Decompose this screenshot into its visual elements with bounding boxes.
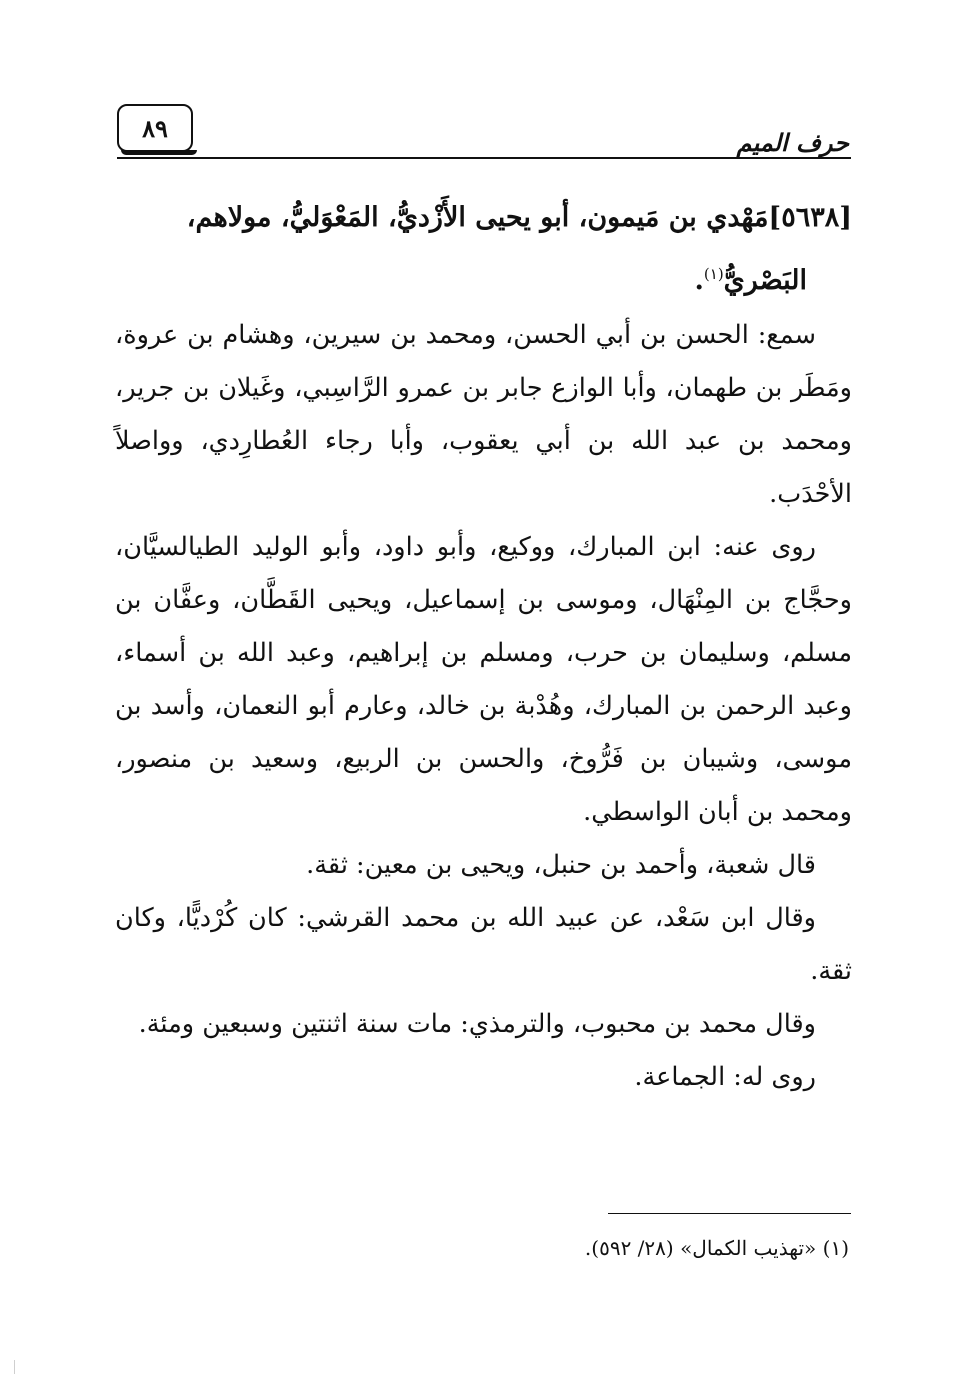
- entry-heading-end: .: [694, 265, 704, 296]
- page-number: ٨٩: [117, 104, 193, 152]
- entry-heading: [115, 190, 852, 309]
- paragraph-death: [115, 998, 852, 1051]
- entry-name-line2-wrap: [115, 246, 852, 309]
- paragraph-students-text: روى عنه: ابن المبارك، ووكيع، وأبو داود، وأبو الوليد الطيالسيَّان، وحجَّاج بن المِنْهَال، وموسى بن إسماعيل، ويحيى القَطَّان، وعفَّان بن مسلم، وسليمان بن حرب، ومسلم بن إبراهيم، وعبد الله بن أسماء، وعبد الرحمن بن المبارك، وهُدْبة بن خالد، وعارم أبو النعمان، وأسد بن موسى، وشيبان بن فَرُّوخ، والحسن بن الربيع، وسعيد بن منصور، ومحمد بن أبان الواسطي.: [115, 532, 852, 827]
- header-rule: [117, 157, 851, 159]
- paragraph-grading-text: قال شعبة، وأحمد بن حنبل، ويحيى بن معين: ثقة.: [306, 850, 816, 880]
- page-number-frame-shadow: [121, 150, 197, 155]
- paragraph-narrated-by: [115, 1051, 852, 1104]
- paragraph-ibn-sad-text: وقال ابن سَعْد، عن عبيد الله بن محمد القرشي: كان كُرْديًّا، وكان ثقة.: [115, 903, 852, 986]
- entry-name-line1: مَهْدي بن مَيمون، أبو يحيى الأَزْديُّ، المَعْوَليُّ، مولاهم،: [186, 202, 769, 233]
- paragraph-teachers: [115, 309, 852, 521]
- footnote-reference: (١): [703, 265, 724, 283]
- entry-number: [٥٦٣٨]: [768, 202, 852, 233]
- paragraph-teachers-text: سمع: الحسن بن أبي الحسن، ومحمد بن سيرين، وهشام بن عروة، ومَطَر بن طهمان، وأبا الوازع جابر بن عمرو الرَّاسِبي، وغَيلان بن جرير، ومحمد بن عبد الله بن أبي يعقوب، وأبا رجاء العُطارِدي، وواصلاً الأحْدَب.: [115, 320, 852, 509]
- paragraph-ibn-sad: [115, 892, 852, 998]
- paragraph-death-text: وقال محمد بن محبوب، والترمذي: مات سنة اثنتين وسبعين ومئة.: [138, 1009, 816, 1039]
- entry-body: [115, 190, 852, 1104]
- running-head: حرف الميم: [736, 128, 849, 157]
- scan-margin-mark: [14, 1360, 15, 1374]
- paragraph-students: [115, 521, 852, 839]
- footnote-rule: [608, 1213, 851, 1214]
- paragraph-narrated-by-text: روى له: الجماعة.: [634, 1062, 816, 1092]
- entry-name-line2: البَصْريُّ: [723, 265, 807, 296]
- footnote: (١) «تهذيب الكمال» (٢٨/ ٥٩٢).: [584, 1236, 849, 1260]
- paragraph-grading: [115, 839, 852, 892]
